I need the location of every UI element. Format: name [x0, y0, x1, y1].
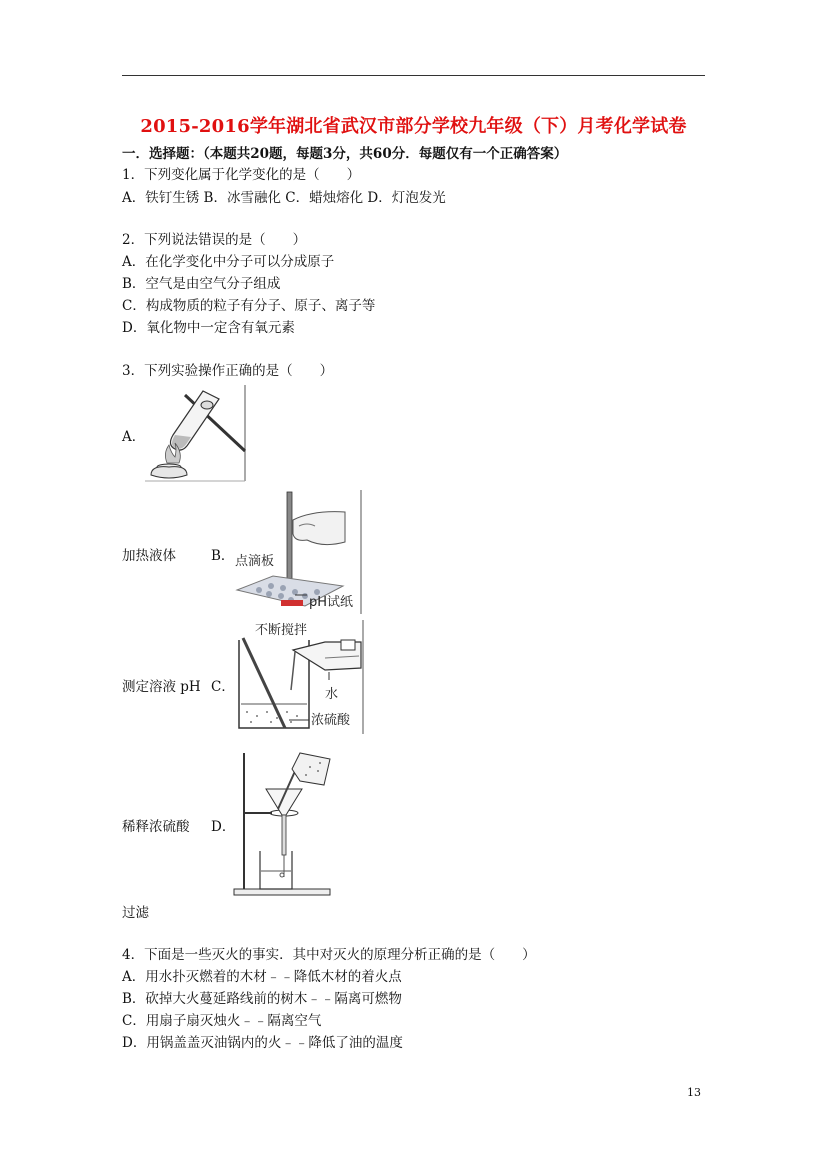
question-4-option-c: C．用扇子扇灭烛火﹣﹣隔离空气: [122, 1013, 322, 1029]
label-stir: 不断搅拌: [255, 623, 308, 638]
option-a-letter: A．: [122, 429, 146, 445]
question-1-stem: 1．下列变化属于化学变化的是（ ）: [122, 167, 361, 183]
option-b-letter: B．: [211, 548, 235, 564]
caption-heating-liquid: 加热液体: [122, 548, 176, 564]
question-4-stem: 4．下面是一些灭火的事实．其中对灭火的原理分析正确的是（ ）: [122, 947, 536, 963]
question-2-option-d: D．氧化物中一定含有氧元素: [122, 320, 295, 336]
question-2-option-b: B．空气是由空气分子组成: [122, 276, 281, 292]
section-heading: 一．选择题：（本题共20题，每题3分，共60分．每题仅有一个正确答案）: [122, 146, 568, 162]
label-drop-plate: 点滴板: [235, 554, 275, 569]
question-2-stem: 2．下列说法错误的是（ ）: [122, 232, 307, 248]
question-4-option-a: A．用水扑灭燃着的木材﹣﹣降低木材的着火点: [122, 969, 402, 985]
label-acid: 浓硫酸: [311, 713, 351, 728]
question-2-option-c: C．构成物质的粒子有分子、原子、离子等: [122, 298, 376, 314]
label-water: 水: [325, 687, 339, 702]
figure-dilute-acid: [233, 620, 366, 734]
question-4-option-b: B．砍掉大火蔓延路线前的树木﹣﹣隔离可燃物: [122, 991, 402, 1007]
option-c-letter: C．: [211, 679, 235, 695]
question-4-option-d: D．用锅盖盖灭油锅内的火﹣﹣降低了油的温度: [122, 1035, 403, 1051]
caption-ph-test: 测定溶液 pH: [122, 679, 201, 695]
figure-heating-liquid: [145, 383, 247, 483]
label-ph-paper: pH试纸: [309, 595, 354, 610]
question-3-stem: 3．下列实验操作正确的是（ ）: [122, 363, 334, 379]
figure-filtration: [230, 751, 334, 899]
option-d-letter: D．: [211, 819, 236, 835]
caption-filtration: 过滤: [122, 905, 149, 921]
exam-title: 2015-2016学年湖北省武汉市部分学校九年级（下）月考化学试卷: [140, 116, 687, 137]
caption-dilute-acid: 稀释浓硫酸: [122, 819, 190, 835]
page-number: 13: [687, 1086, 701, 1099]
question-1-options: A．铁钉生锈 B．冰雪融化 C．蜡烛熔化 D．灯泡发光: [122, 190, 446, 206]
figure-ph-test: [233, 490, 363, 614]
header-rule: [122, 75, 705, 76]
question-2-option-a: A．在化学变化中分子可以分成原子: [122, 254, 335, 270]
